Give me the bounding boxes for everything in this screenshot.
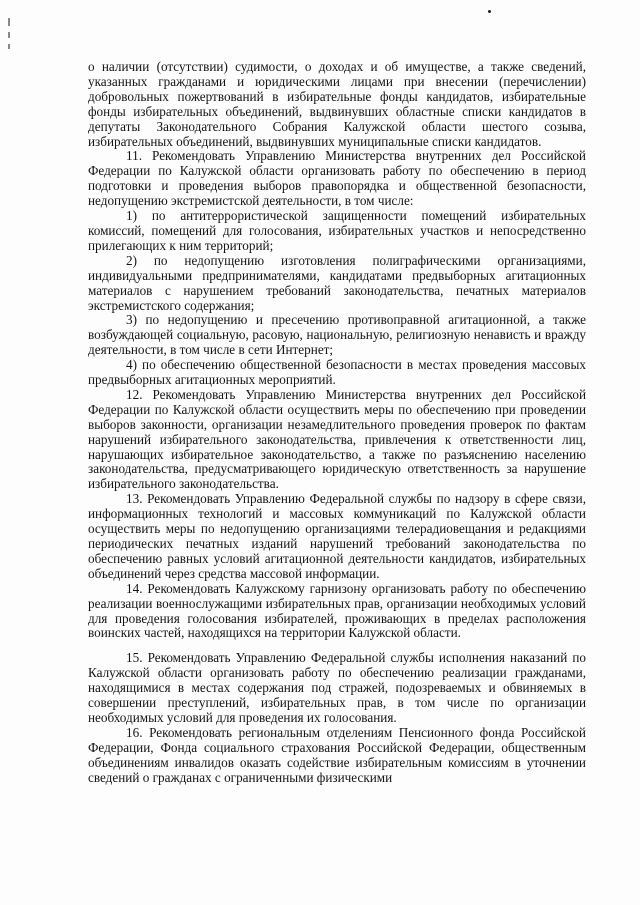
paragraph-item-14: 14. Рекомендовать Калужскому гарнизону организовать работу по обеспечению реализации военнослужащими избирательных прав, организации необходимых условий для проведения голосования избирателей, проживающих в пределах расположения воинских частей, находящихся на территории Калужской области. [88, 580, 586, 641]
paragraph-continuation: о наличии (отсутствии) судимости, о доходах и об имуществе, а также сведений, указанных гражданами и юридическими лицами при внесении (перечислении) добровольных пожертвований в избирательные фонды кандидатов, избирательные фонды избирательных объединений, выдвинувших областные списки кандидатов в депутаты Законодательного Собрания Калужской области шестого созыва, избирательных объединений, выдвинувших муниципальные списки кандидатов. [88, 59, 586, 149]
scan-artifact-mark [8, 32, 10, 38]
paragraph-subitem-3: 3) по недопущению и пресечению противоправной агитационной, а также возбуждающей социальную, расовую, национальную, религиозную ненависть и вражду деятельности, в том числе в сети Интернет; [88, 312, 586, 358]
paragraph-item-15: 15. Рекомендовать Управлению Федеральной службы исполнения наказаний по Калужской области организовать работу по обеспечению реализации гражданами, находящимися в местах содержания под стражей, подозреваемых и обвиняемых в совершении преступлений, избирательных прав, в том числе по организации необходимых условий для проведения их голосования. [88, 650, 586, 725]
scan-artifact-dot [488, 10, 491, 13]
paragraph-item-12: 12. Рекомендовать Управлению Министерства внутренних дел Российской Федерации по Калужской области осуществить меры по обеспечению при проведении выборов законности, организации незамедлительного проведения проверок по фактам нарушений избирательного законодательства, привлечения к ответственности лиц, нарушающих избирательное законодательство, а также по разъяснению населению законодательства, предусматривающего юридическую ответственность за нарушение избирательного законодательства. [88, 386, 586, 492]
paragraph-subitem-4: 4) по обеспечению общественной безопасности в местах проведения массовых предвыборных агитационных мероприятий. [88, 357, 586, 388]
paragraph-subitem-2: 2) по недопущению изготовления полиграфическими организациями, индивидуальными предпринимателями, кандидатами предвыборных агитационных материалов с нарушением требований законодательства, печатных материалов экстремистского содержания; [88, 252, 586, 313]
document-body [88, 60, 586, 786]
paragraph-item-16: 16. Рекомендовать региональным отделениям Пенсионного фонда Российской Федерации, Фонда социального страхования Российской Федерации, общественным объединениям инвалидов оказать содействие избирательным комиссиям в уточнении сведений о гражданах с ограниченными физическими [88, 724, 586, 785]
paragraph-item-11: 11. Рекомендовать Управлению Министерства внутренних дел Российской Федерации по Калужской области организовать работу по обеспечению в период подготовки и проведения выборов правопорядка и общественной безопасности, недопущению экстремистской деятельности, в том числе: [88, 148, 586, 209]
scan-artifact-mark [8, 44, 10, 49]
scan-artifact-mark [8, 18, 10, 26]
paragraph-item-13: 13. Рекомендовать Управлению Федеральной службы по надзору в сфере связи, информационных технологий и массовых коммуникаций по Калужской области осуществить меры по недопущению организациями телерадиовещания и редакциями периодических печатных изданий нарушений требований законодательства по обеспечению равных условий агитационной деятельности кандидатов, избирательных объединений через средства массовой информации. [88, 491, 586, 581]
paragraph-subitem-1: 1) по антитеррористической защищенности помещений избирательных комиссий, помещений для голосования, избирательных участков и непосредственно прилегающих к ним территорий; [88, 208, 586, 253]
